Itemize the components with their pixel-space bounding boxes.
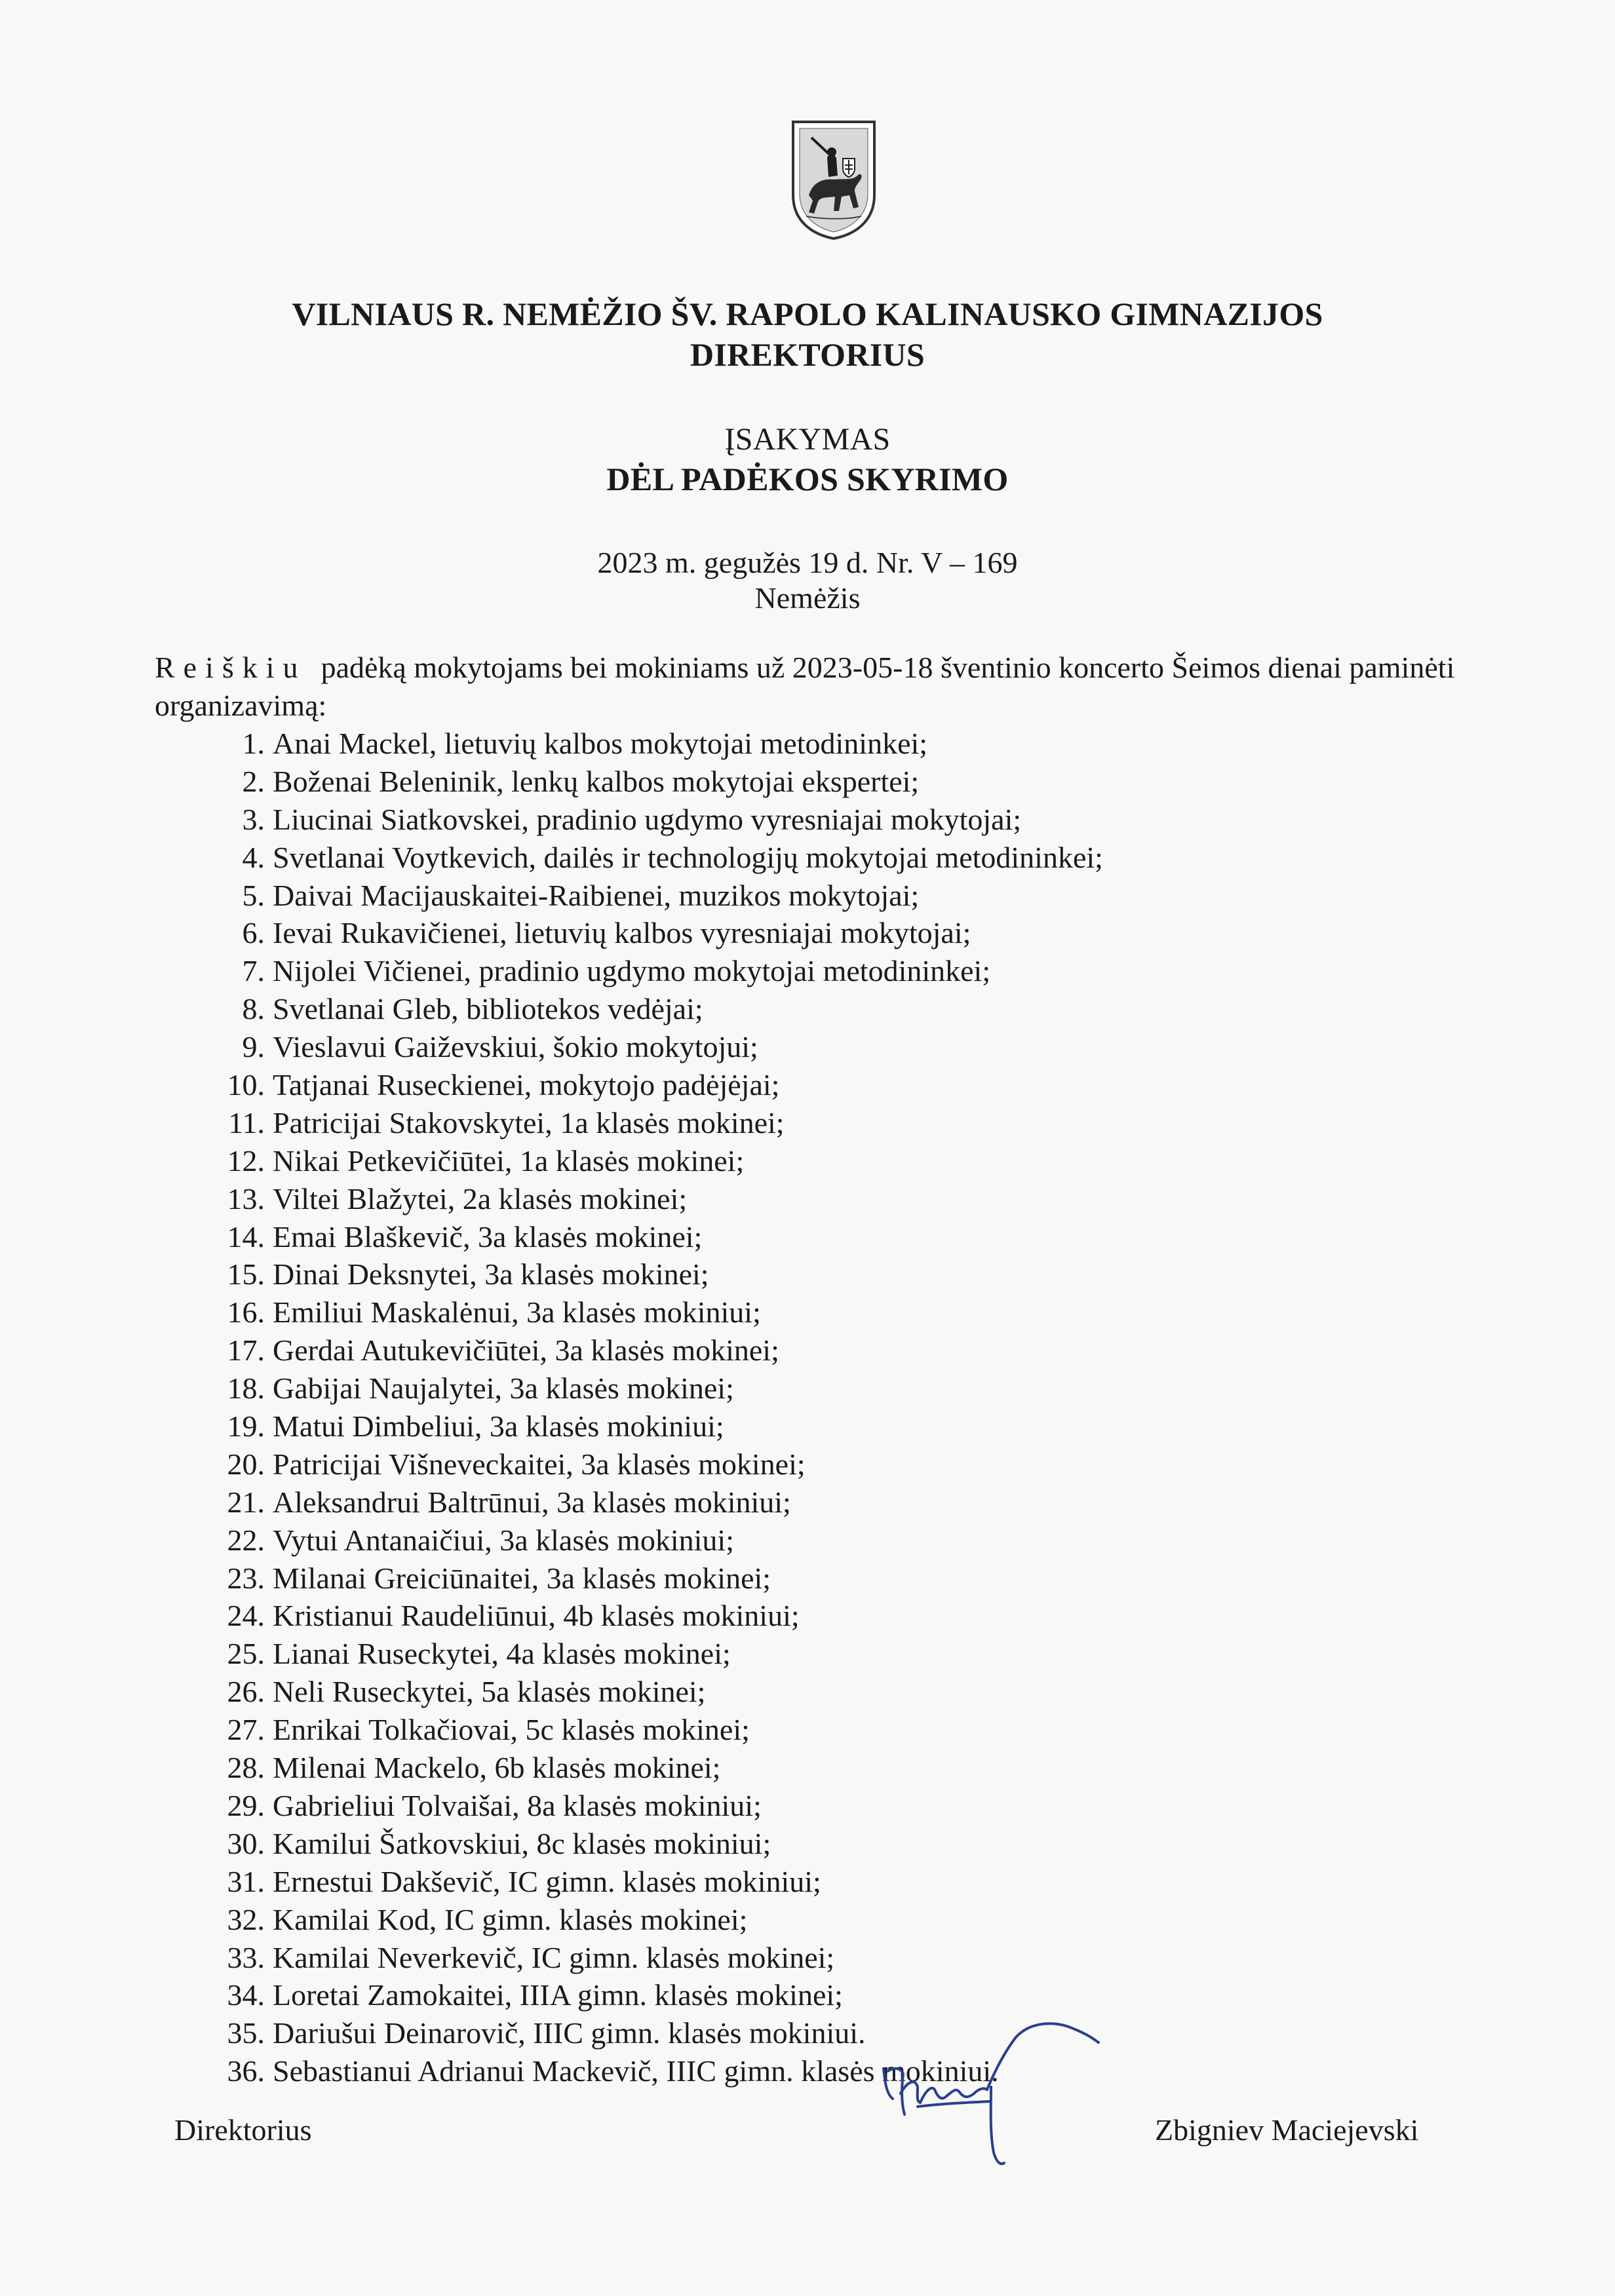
recipient-item (197, 914, 1103, 952)
recipient-text: Enrikai Tolkačiovai, 5c klasės mokinei; (273, 1713, 750, 1747)
recipient-number: 9. (242, 1030, 265, 1064)
recipient-item (197, 1863, 1103, 1901)
recipient-text: Nijolei Vičienei, pradinio ugdymo mokytojai metodininkei; (273, 954, 991, 988)
recipient-item (197, 1976, 1103, 2014)
order-place: Nemėžis (754, 581, 861, 615)
recipient-number: 3. (242, 802, 265, 836)
recipient-item (197, 1255, 1103, 1293)
recipient-item (197, 1825, 1103, 1863)
recipient-text: Gabrieliui Tolvaišai, 8a klasės mokiniui; (273, 1788, 762, 1822)
recipient-number: 36. (227, 2054, 265, 2088)
recipient-number: 23. (227, 1561, 265, 1595)
recipient-item (197, 1787, 1103, 1825)
recipient-number: 32. (227, 1902, 265, 1936)
recipient-text: Sebastianui Adrianui Mackevič, IIIC gimn. klasės mokiniui. (273, 2054, 999, 2088)
recipient-number: 19. (227, 1409, 265, 1444)
recipient-number: 33. (227, 1940, 265, 1974)
recipient-number: 27. (227, 1713, 265, 1747)
recipient-item (197, 877, 1103, 915)
recipient-number: 1. (242, 727, 265, 760)
recipient-number: 12. (227, 1143, 265, 1177)
handwritten-signature-icon (878, 2021, 1101, 2172)
intro-text: padėką mokytojams bei mokiniams už 2023-05-18 šventinio koncerto Šeimos dienai paminėti organizavimą: (155, 651, 1455, 722)
recipient-text: Tatjanai Ruseckienei, mokytojo padėjėjai; (273, 1068, 780, 1102)
recipient-item (197, 1597, 1103, 1635)
recipient-item (197, 1711, 1103, 1749)
recipient-number: 34. (227, 1978, 265, 2012)
recipient-item (197, 1407, 1103, 1445)
recipient-text: Gerdai Autukevičiūtei, 3a klasės mokinei; (273, 1333, 779, 1368)
order-date-number: 2023 m. gegužės 19 d. Nr. V – 169 (597, 546, 1018, 579)
recipient-list (197, 725, 1103, 2090)
recipient-item (197, 801, 1103, 839)
recipient-number: 18. (227, 1371, 265, 1406)
recipient-number: 5. (242, 878, 265, 912)
recipient-item (197, 763, 1103, 801)
recipient-text: Kamilai Neverkevič, IC gimn. klasės mokinei; (273, 1940, 835, 1974)
recipient-number: 30. (227, 1826, 265, 1860)
recipient-text: Patricijai Višneveckaitei, 3a klasės mokinei; (273, 1447, 806, 1481)
recipient-item (197, 725, 1103, 763)
order-type: ĮSAKYMAS (724, 422, 891, 457)
recipient-item (197, 1028, 1103, 1066)
recipient-item (197, 1483, 1103, 1521)
recipient-text: Gabijai Naujalytei, 3a klasės mokinei; (273, 1371, 734, 1406)
recipient-text: Vieslavui Gaiževskiui, šokio mokytojui; (273, 1030, 758, 1064)
recipient-number: 21. (227, 1485, 265, 1519)
institution-title-line2: DIREKTORIUS (690, 336, 925, 373)
recipient-item (197, 1673, 1103, 1711)
recipient-item (197, 1331, 1103, 1369)
recipient-item (197, 1939, 1103, 1977)
recipient-number: 6. (242, 916, 265, 950)
recipient-number: 17. (227, 1333, 265, 1368)
recipient-number: 22. (227, 1523, 265, 1557)
recipient-text: Milanai Greiciūnaitei, 3a klasės mokinei; (273, 1561, 771, 1595)
recipient-item (197, 1521, 1103, 1559)
recipient-number: 14. (227, 1219, 265, 1253)
recipient-text: Daivai Macijauskaitei-Raibienei, muzikos mokytojai; (273, 878, 920, 912)
recipient-text: Dinai Deksnytei, 3a klasės mokinei; (273, 1257, 709, 1292)
recipient-text: Neli Ruseckytei, 5a klasės mokinei; (273, 1675, 706, 1709)
recipient-text: Lianai Ruseckytei, 4a klasės mokinei; (273, 1637, 731, 1671)
signatory-position: Direktorius (174, 2113, 312, 2147)
recipient-text: Aleksandrui Baltrūnui, 3a klasės mokiniui; (273, 1485, 791, 1519)
recipient-item (197, 1218, 1103, 1256)
recipient-number: 4. (242, 840, 265, 874)
coat-of-arms-icon (787, 118, 881, 241)
recipient-number: 29. (227, 1788, 265, 1822)
recipient-text: Kamilui Šatkovskiui, 8c klasės mokiniui; (273, 1826, 771, 1860)
recipient-number: 24. (227, 1599, 265, 1633)
recipient-number: 15. (227, 1257, 265, 1292)
recipient-text: Liucinai Siatkovskei, pradinio ugdymo vyresniajai mokytojai; (273, 802, 1022, 836)
recipient-number: 31. (227, 1864, 265, 1898)
recipient-number: 10. (227, 1068, 265, 1102)
recipient-text: Anai Mackel, lietuvių kalbos mokytojai metodininkei; (273, 727, 928, 760)
recipient-text: Svetlanai Voytkevich, dailės ir technologijų mokytojai metodininkei; (273, 840, 1103, 874)
recipient-number: 35. (227, 2016, 265, 2050)
recipient-text: Kristianui Raudeliūnui, 4b klasės mokiniui; (273, 1599, 800, 1633)
recipient-item (197, 839, 1103, 877)
recipient-text: Ievai Rukavičienei, lietuvių kalbos vyresniajai mokytojai; (273, 916, 971, 950)
recipient-text: Viltei Blažytei, 2a klasės mokinei; (273, 1181, 688, 1215)
recipient-text: Kamilai Kod, IC gimn. klasės mokinei; (273, 1902, 748, 1936)
recipient-item (197, 1445, 1103, 1483)
recipient-item (197, 952, 1103, 990)
recipient-number: 8. (242, 992, 265, 1026)
recipient-item (197, 1180, 1103, 1218)
recipient-number: 2. (242, 764, 265, 798)
recipient-number: 26. (227, 1675, 265, 1709)
recipient-number: 16. (227, 1295, 265, 1330)
intro-lead-word: Reiškiu (155, 651, 307, 684)
recipient-text: Patricijai Stakovskytei, 1a klasės mokinei; (273, 1105, 785, 1139)
recipient-number: 20. (227, 1447, 265, 1481)
recipient-text: Ernestui Dakševič, IC gimn. klasės mokiniui; (273, 1864, 821, 1898)
order-subject: DĖL PADĖKOS SKYRIMO (606, 461, 1009, 497)
recipient-text: Loretai Zamokaitei, IIIA gimn. klasės mokinei; (273, 1978, 843, 2012)
recipient-item (197, 1369, 1103, 1407)
recipient-text: Svetlanai Gleb, bibliotekos vedėjai; (273, 992, 703, 1026)
signatory-name: Zbigniev Maciejevski (1155, 2113, 1419, 2147)
recipient-number: 28. (227, 1751, 265, 1785)
recipient-item (197, 1293, 1103, 1331)
recipient-item (197, 990, 1103, 1028)
recipient-number: 25. (227, 1637, 265, 1671)
recipient-item (197, 1749, 1103, 1787)
recipient-item (197, 1901, 1103, 1939)
recipient-text: Nikai Petkevičiūtei, 1a klasės mokinei; (273, 1143, 745, 1177)
recipient-item (197, 1066, 1103, 1104)
recipient-item (197, 1104, 1103, 1142)
recipient-item (197, 1635, 1103, 1673)
recipient-text: Emai Blaškevič, 3a klasės mokinei; (273, 1219, 703, 1253)
recipient-number: 11. (228, 1105, 265, 1139)
recipient-text: Vytui Antanaičiui, 3a klasės mokiniui; (273, 1523, 734, 1557)
intro-paragraph (155, 649, 1518, 725)
recipient-item (197, 1142, 1103, 1180)
recipient-number: 13. (227, 1181, 265, 1215)
recipient-number: 7. (242, 954, 265, 988)
recipient-text: Matui Dimbeliui, 3a klasės mokiniui; (273, 1409, 724, 1444)
recipient-text: Boženai Beleninik, lenkų kalbos mokytojai ekspertei; (273, 764, 920, 798)
recipient-text: Dariušui Deinarovič, IIIC gimn. klasės mokiniui. (273, 2016, 866, 2050)
institution-title-line1: VILNIAUS R. NEMĖŽIO ŠV. RAPOLO KALINAUSKO GIMNAZIJOS (292, 296, 1323, 332)
recipient-text: Emiliui Maskalėnui, 3a klasės mokiniui; (273, 1295, 761, 1330)
recipient-item (197, 1559, 1103, 1598)
recipient-text: Milenai Mackelo, 6b klasės mokinei; (273, 1751, 721, 1785)
